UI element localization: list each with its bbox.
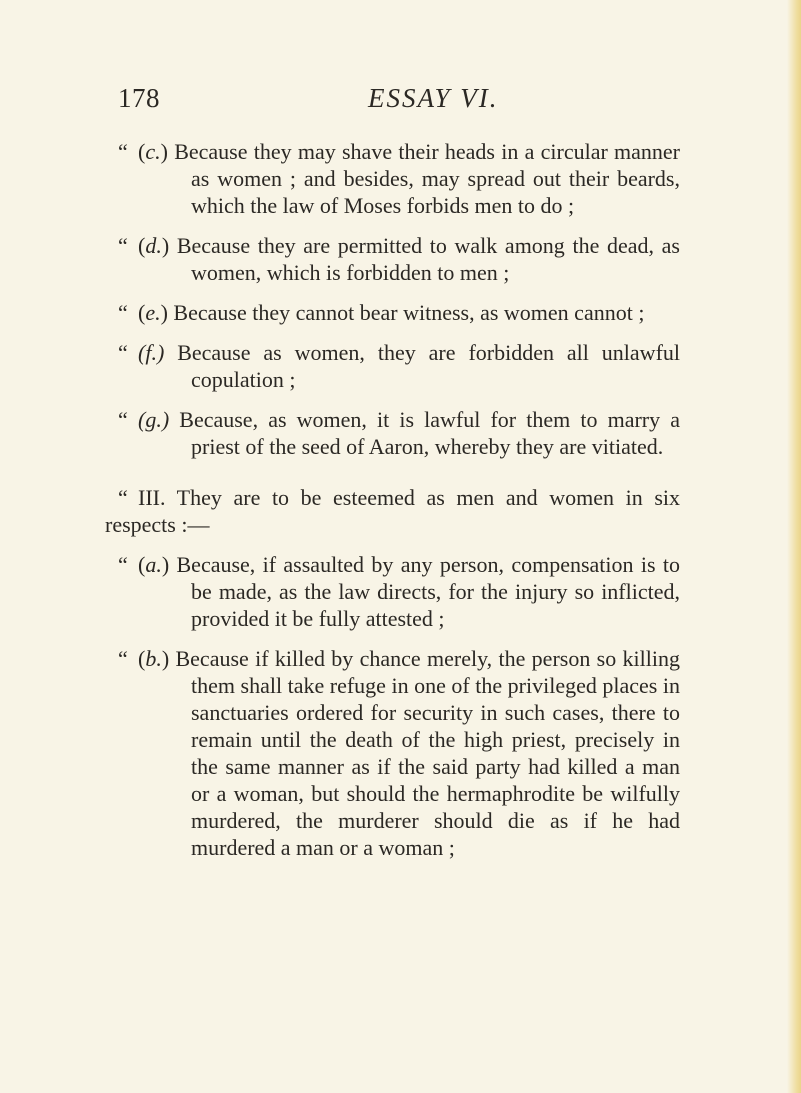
- section-intro-text: III. They are to be esteemed as men and women in six respects :—: [105, 485, 680, 537]
- clause-letter: d.: [145, 233, 162, 258]
- open-quote: “: [118, 340, 128, 365]
- open-quote: “: [118, 485, 128, 510]
- open-quote: “: [118, 646, 128, 671]
- clause-letter: e.: [145, 300, 161, 325]
- label-open: (: [138, 300, 146, 325]
- clause-text: Because as women, they are forbidden all unlawful copulation ;: [177, 340, 681, 392]
- label-open: (: [138, 139, 146, 164]
- label-close: ): [160, 139, 168, 164]
- clause-label: [138, 646, 169, 671]
- clause-text: Because they are permitted to walk among the dead, as women, which is forbidden to men ;: [176, 233, 680, 285]
- clause-d: [118, 232, 680, 286]
- clause-c: [118, 138, 680, 219]
- clause-label: [138, 407, 169, 432]
- clause-f: [118, 339, 680, 393]
- body-text: [105, 138, 681, 874]
- label-close: ): [160, 300, 168, 325]
- clause-letter: (g.): [138, 407, 170, 432]
- clause-g: [118, 406, 680, 460]
- clause-text: Because if killed by chance merely, the person so killing them shall take refuge in one of the privileged places in sanctuaries ordered for security in such cases, there to remain until the death of the high priest, precisely in the same manner as if the said party had killed a man or a woman, but should the hermaphrodite be wilfully murdered, the murderer should die as if he had murdered a man or a woman ;: [175, 646, 680, 860]
- clause-text: Because they may shave their heads in a circular manner as women ; and besides, may spread out their beards, which the law of Moses forbids men to do ;: [174, 139, 681, 218]
- running-head: ESSAY VI.: [368, 83, 499, 113]
- clause-label: [138, 552, 169, 577]
- label-close: ): [161, 233, 170, 258]
- label-close: ): [161, 646, 170, 671]
- open-quote: “: [118, 233, 128, 258]
- clause-label: [138, 340, 164, 365]
- label-open: (: [138, 233, 146, 258]
- clause-e: [118, 299, 680, 326]
- open-quote: “: [118, 300, 128, 325]
- clause-letter: a.: [145, 552, 162, 577]
- clause-a: [118, 551, 680, 632]
- clause-letter: b.: [145, 646, 162, 671]
- clause-letter: (f.): [138, 340, 165, 365]
- clause-text: Because they cannot bear witness, as women cannot ;: [173, 300, 645, 325]
- page-edge-shading: [787, 0, 801, 1093]
- page-number: 178: [118, 83, 160, 113]
- clause-label: [138, 233, 169, 258]
- clause-label: [138, 300, 168, 325]
- open-quote: “: [118, 552, 128, 577]
- clause-letter: c.: [145, 139, 161, 164]
- open-quote: “: [118, 407, 128, 432]
- page-header: [118, 83, 678, 117]
- clause-text: Because, as women, it is lawful for them to marry a priest of the seed of Aaron, whereby they are vitiated.: [179, 407, 680, 459]
- label-close: ): [161, 552, 170, 577]
- clause-b: [118, 645, 680, 861]
- clause-text: Because, if assaulted by any person, compensation is to be made, as the law directs, for the injury so inflicted, provided it be fully attested ;: [176, 552, 680, 631]
- label-open: (: [138, 646, 146, 671]
- label-open: (: [138, 552, 146, 577]
- section-intro: [105, 484, 680, 538]
- clause-label: [138, 139, 168, 164]
- open-quote: “: [118, 139, 128, 164]
